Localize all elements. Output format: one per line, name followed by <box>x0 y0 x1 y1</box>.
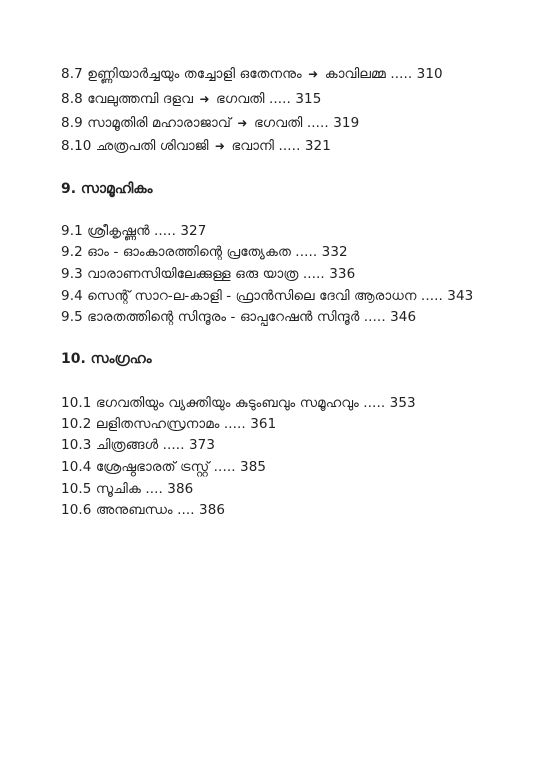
toc-entry-10-5: 10.5 സൂചിക .... 386 <box>61 481 194 497</box>
right-arrow-icon: ➜ <box>308 67 319 81</box>
entry-title: ഉണ്ണിയാർച്ചയും തച്ചോളി ഒതേനനും <box>87 66 302 82</box>
entry-page: ..... 321 <box>278 138 331 154</box>
entry-target: ഭഗവതി <box>216 91 265 107</box>
toc-entry-9-1: 9.1 ശ്രീകൃഷ്ണൻ ..... 327 <box>61 223 207 239</box>
toc-entry-10-2: 10.2 ലളിതസഹസ്രനാമം ..... 361 <box>61 416 277 432</box>
entry-title: സാമൂതിരി മഹാരാജാവ് <box>87 115 231 131</box>
toc-entry-9-2: 9.2 ഓം - ഓംകാരത്തിന്റെ പ്രത്യേകത ..... 332 <box>61 244 348 260</box>
entry-number: 8.10 <box>61 138 92 154</box>
toc-entry-9-4: 9.4 സെന്റ് സാറ-ല-കാളി - ഫ്രാൻസിലെ ദേവി ആരാധന ..... 343 <box>61 288 474 304</box>
entry-number: 8.8 <box>61 91 83 107</box>
entry-target: കാവിലമ്മ <box>324 66 386 82</box>
right-arrow-icon: ➜ <box>237 116 248 130</box>
entry-page: ..... 319 <box>306 115 360 131</box>
toc-entry-8-8 <box>61 90 321 108</box>
entry-page: ..... 315 <box>268 91 322 107</box>
toc-entry-8-10 <box>61 137 331 155</box>
entry-page: ..... 310 <box>390 66 443 82</box>
section-heading-9: 9. സാമൂഹികം <box>61 181 153 197</box>
toc-entry-9-5: 9.5 ഭാരതത്തിന്റെ സിന്ദൂരം - ഓപ്പറേഷൻ സിന്ദൂർ ..... 346 <box>61 309 417 325</box>
right-arrow-icon: ➜ <box>199 92 210 106</box>
toc-entry-8-7 <box>61 65 443 83</box>
toc-entry-10-6: 10.6 അനുബന്ധം .... 386 <box>61 502 226 518</box>
section-heading-10: 10. സംഗ്രഹം <box>61 351 152 367</box>
entry-target: ഭഗവതി <box>253 115 303 131</box>
entry-number: 8.7 <box>61 66 83 82</box>
toc-entry-10-4: 10.4 ശ്രേഷ്ഠഭാരത് ട്രസ്റ്റ് ..... 385 <box>61 459 267 475</box>
entry-number: 8.9 <box>61 115 83 131</box>
toc-entry-10-3: 10.3 ചിത്രങ്ങൾ ..... 373 <box>61 437 216 453</box>
entry-title: വേലുത്തമ്പി ദളവ <box>87 91 194 107</box>
toc-entry-10-1: 10.1 ഭഗവതിയും വ്യക്തിയും കുടുംബവും സമൂഹവും ..... 353 <box>61 395 416 411</box>
toc-entry-8-9 <box>61 114 359 132</box>
entry-title: ഛത്രപതി ശിവാജി <box>95 138 209 154</box>
entry-target: ഭവാനി <box>231 138 275 154</box>
right-arrow-icon: ➜ <box>214 139 226 153</box>
toc-entry-9-3: 9.3 വാരാണസിയിലേക്കുള്ള ഒരു യാത്ര ..... 336 <box>61 266 356 282</box>
